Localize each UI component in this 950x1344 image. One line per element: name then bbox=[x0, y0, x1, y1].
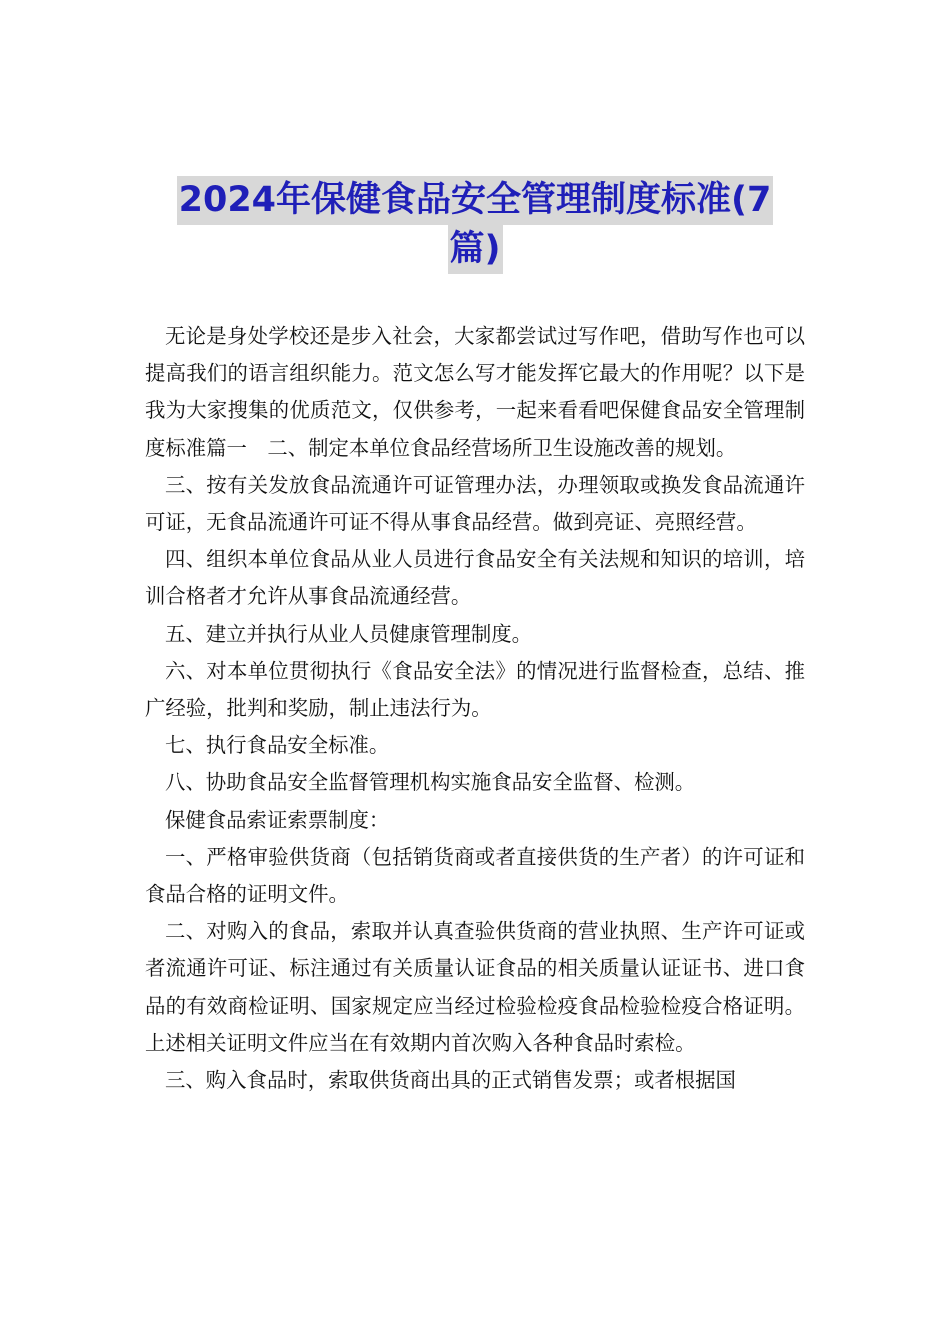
paragraph: 八、协助食品安全监督管理机构实施食品安全监督、检测。 bbox=[165, 770, 696, 795]
document-body bbox=[145, 318, 805, 1099]
paragraph: 五、建立并执行从业人员健康管理制度。 bbox=[165, 621, 533, 646]
paragraph: 七、执行食品安全标准。 bbox=[165, 733, 390, 758]
paragraph: 一、严格审验供货商（包括销货商或者直接供货的生产者）的许可证和食品合格的证明文件。 bbox=[145, 844, 805, 907]
paragraph: 四、组织本单位食品从业人员进行食品安全有关法规和知识的培训，培训合格者才允许从事食品流通经营。 bbox=[145, 547, 805, 609]
title-line-2: 篇) bbox=[448, 225, 503, 274]
document-title bbox=[150, 176, 800, 274]
paragraph: 保健食品索证索票制度： bbox=[165, 807, 390, 832]
paragraph-intro: 无论是身处学校还是步入社会，大家都尝试过写作吧，借助写作也可以提高我们的语言组织能力。范文怎么写才能发挥它最大的作用呢？以下是我为大家搜集的优质范文，仅供参考，一起来看看吧保健食品安全管理制度标准篇一 二、制定本单位食品经营场所卫生设施改善的规划。 bbox=[145, 324, 805, 460]
paragraph: 三、购入食品时，索取供货商出具的正式销售发票；或者根据国 bbox=[165, 1068, 736, 1093]
paragraph: 二、对购入的食品，索取并认真查验供货商的营业执照、生产许可证或者流通许可证、标注通过有关质量认证食品的相关质量认证证书、进口食品的有效商检证明、国家规定应当经过检验检疫食品检验检疫合格证明。上述相关证明文件应当在有效期内首次购入各种食品时索检。 bbox=[145, 919, 805, 1055]
title-line-1: 2024年保健食品安全管理制度标准(7 bbox=[177, 176, 774, 225]
paragraph: 三、按有关发放食品流通许可证管理办法，办理领取或换发食品流通许可证，无食品流通许可证不得从事食品经营。做到亮证、亮照经营。 bbox=[145, 472, 805, 535]
paragraph: 六、对本单位贯彻执行《食品安全法》的情况进行监督检查，总结、推广经验，批判和奖励，制止违法行为。 bbox=[145, 658, 805, 721]
